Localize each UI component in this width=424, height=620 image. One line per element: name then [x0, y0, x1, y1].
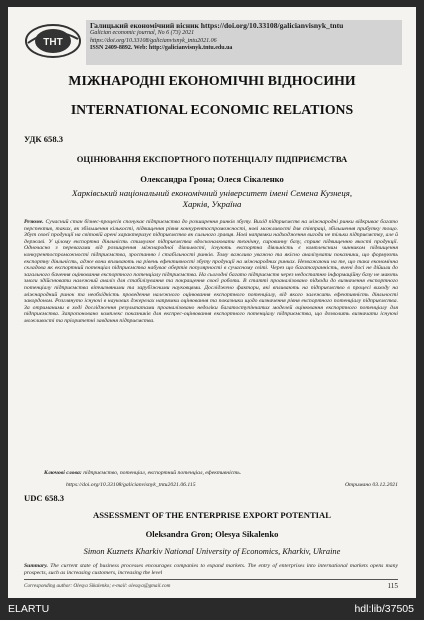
keywords-heading: Ключові слова: [44, 470, 82, 476]
summary-body: The current state of business processes encourages companies to expand markets. The entry of enterprises into international markets opens many prospects, such as increasing customers, increasing the level [24, 563, 398, 576]
udc-en: UDC 658.3 [24, 493, 65, 503]
footer-divider [24, 579, 398, 580]
header-journal-name: Галицький економічний вісник https://doi.org/10.33108/galicianvisnyk_tntu [90, 21, 344, 30]
article-title-ua: ОЦІНЮВАННЯ ЕКСПОРТНОГО ПОТЕНЦІАЛУ ПІДПРИЄМСТВА [76, 154, 348, 164]
repository-label[interactable]: ELARTU [8, 603, 50, 615]
section-title-ua: МІЖНАРОДНІ ЕКОНОМІЧНІ ВІДНОСИНИ [68, 73, 356, 88]
article-doi-link[interactable]: https://doi.org/10.33108/galicianvisnyk_tntu2021.06.115 [66, 482, 196, 488]
abstract-body: Сучасний стан бізнес-процесів спонукає підприємства до розширення ринків збуту. Вихід підприємств на міжнародні ринки відкриває багато перспектив, таких, як збільшення кількості, підвищення рівня конкурентоспроможності, нові можливості для співпраці, збільшення прибутку тощо. Збут своєї продукції на світовій арені характеризує підприємство як сильного гравця. Нові напрямки надходження вигоди не тільки підприємству, але й державі. У цілому експортна діяльність стимулює підприємства вдосконалювати технічну, сировинну базу, сприяє підвищенню якості продукції. Одночасно з перевагами від розширення міжнародної діяльності, існують експортна діяльність є комплексним чинником підвищення конкурентоспроможності підприємства, зростанню і стабільності ринків. Тому важливо уважно та якісно аналізувати показники, що формують експортну діяльність, адже вони впливають на рівень ефективності збуту продукції на міжнародних ринках. Незважаючи на те, що така економічна складова як експортний потенціал підприємства набуває обертів популярності в сучасному світі. Через що багатогранність, вчені досі не дійшли до загального бачення оцінювання експортного потенціалу підприємства. На сьогодні багато підприємств через недостатню інформаційну базу не мають змоги здійснювати належний аналіз для стабілізування та покращення своєї роботи. В статті проаналізовано підходи до визначення експортного потенціалу підприємства вітчизняними та зарубіжними науковцями. Досліджено фактори, які впливають на підприємство в процесі виходу на міжнародний ринок та необхідність проведення належного оцінювання експортного потенціалу, від якого залежить ефективність діяльності закордоном. Розглянуто існуючі в наукових джерелах напрямки оцінювання та показники щодо визначення рівня експортного потенціалу підприємства. За отриманими в ході дослідження результатами проаналізовано недоліки багатоступінчатих моделей оцінювання експортного потенціалу для підприємства. Запропоновано комплекс показників для експрес-оцінювання експортного потенціалу підприємства, що дозволить визначати існуючі можливості та пріоритетні завдання підприємства. [24, 219, 398, 324]
header-issue: Galician economic journal, No 6 (73) 2021 [90, 30, 195, 37]
handle-label[interactable]: hdl:lib/37505 [354, 603, 414, 615]
journal-logo [24, 21, 82, 61]
keywords-body: підприємство, потенціал, експортний потенціал, ефективність. [83, 470, 242, 476]
affiliation-en: Simon Kuznets Kharkiv National University of Economics, Kharkiv, Ukraine [83, 547, 341, 556]
article-title-en: ASSESSMENT OF THE ENTERPRISE EXPORT POTENTIAL [93, 510, 331, 520]
affiliation-ua: Харківський національний економічний університет імені Семена Кузнеця, Харків, Україна [71, 188, 353, 209]
authors-ua: Олександра Грона; Олеся Сікаленко [140, 174, 284, 184]
corresponding-author: Corresponding author: Olesya Sikalenko; e-mail: olessya@gmail.com [24, 583, 171, 589]
received-date: Отримано 03.12.2021 [344, 482, 398, 488]
keywords-ua [44, 470, 398, 477]
summary-en [24, 563, 398, 576]
udk-ua: УДК 658.3 [24, 134, 64, 144]
page-number: 115 [387, 582, 398, 590]
abstract-ua [24, 219, 398, 325]
header-issue-doi[interactable]: https://doi.org/10.33108/galicianvisnyk_tntu2021.06 [90, 37, 217, 44]
summary-heading: Summary. [24, 563, 48, 569]
header-issn: ISSN 2409-8892. Web: http://galicianvisnyk.tntu.edu.ua [90, 44, 233, 51]
logo-text: ТНТ [43, 37, 63, 48]
journal-page [8, 7, 416, 598]
abstract-heading: Резюме. [24, 219, 44, 225]
journal-header [86, 20, 402, 65]
authors-en: Oleksandra Gron; Olesya Sikalenko [145, 529, 279, 539]
section-title-en: INTERNATIONAL ECONOMIC RELATIONS [70, 102, 354, 117]
